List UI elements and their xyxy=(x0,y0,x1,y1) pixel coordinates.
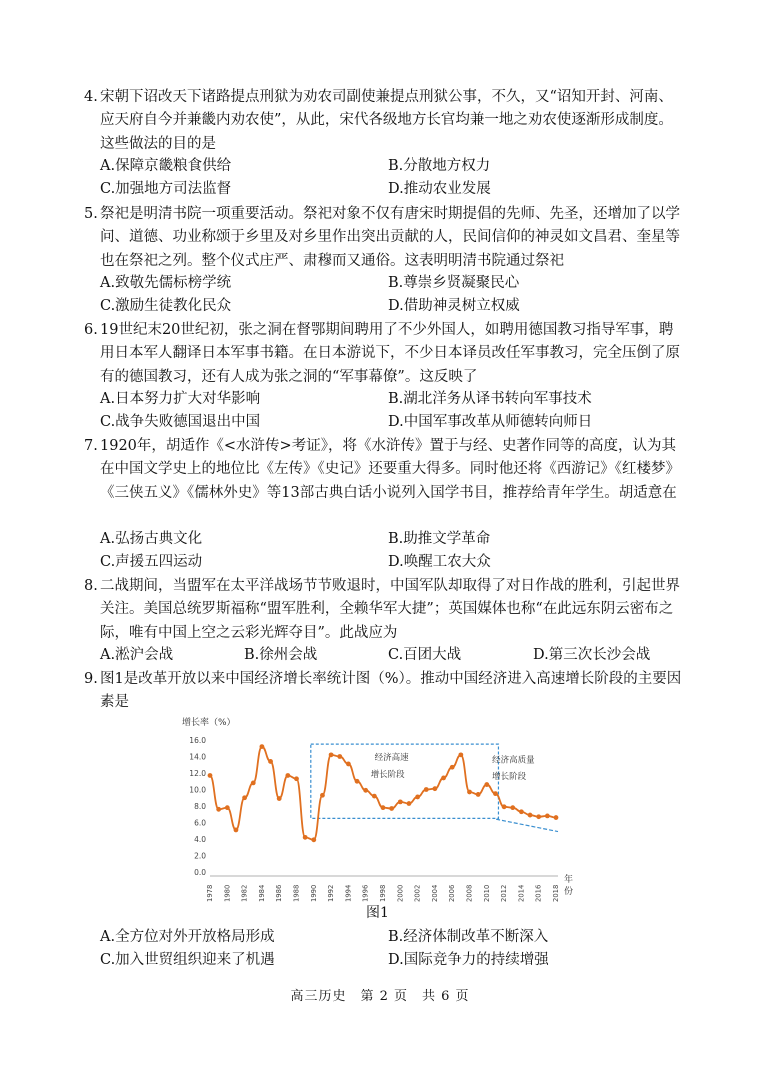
option-a: A.日本努力扩大对华影响 xyxy=(100,391,261,407)
question-stem: 祭祀是明清书院一项重要活动。祭祀对象不仅有唐宋时期提倡的先师、先圣，还增加了以学问、道德、功业称颂于乡里及对乡里作出突出贡献的人，民间信仰的神灵如文昌君、奎星等也在祭祀之列。整个仪式庄严、肃穆而又通俗。这表明明清书院通过祭祀 xyxy=(100,206,680,269)
question-stem: 宋朝下诏改天下诸路提点刑狱为劝农司副使兼提点刑狱公事，不久，又“诏知开封、河南、应天府自今并兼畿内劝农使”，从此，宋代各级地方长官均兼一地之劝农使逐渐形成制度。这些做法的目的是 xyxy=(100,89,673,152)
x-tick-label: 1994 xyxy=(344,884,353,902)
data-point xyxy=(277,796,282,801)
option-b: B.助推文学革命 xyxy=(388,531,491,547)
x-tick-label: 1992 xyxy=(327,884,336,902)
question-number: 7. xyxy=(84,438,98,454)
data-point xyxy=(545,814,550,819)
data-point xyxy=(554,815,559,820)
data-point xyxy=(208,773,213,778)
x-tick-label: 2000 xyxy=(396,884,405,902)
option-b: B.徐州会战 xyxy=(244,647,318,663)
figure-caption: 图1 xyxy=(366,905,389,921)
y-tick-label: 12.0 xyxy=(189,769,206,778)
option-b: B.湖北洋务从译书转向军事技术 xyxy=(388,391,592,407)
page-footer: 高三历史 第 2 页 共 6 页 xyxy=(290,989,470,1004)
x-tick-label: 2006 xyxy=(448,884,457,902)
option-a: A.弘扬古典文化 xyxy=(100,531,203,547)
data-point xyxy=(329,752,334,757)
data-point xyxy=(493,791,498,796)
option-d: D.借助神灵树立权威 xyxy=(388,298,520,314)
question-number: 5. xyxy=(84,206,98,222)
growth-rate-chart xyxy=(182,712,574,902)
x-tick-label: 2002 xyxy=(413,884,422,902)
x-tick-label: 1980 xyxy=(223,884,232,902)
x-tick-label: 2016 xyxy=(534,884,543,902)
data-point xyxy=(225,805,230,810)
data-point xyxy=(337,754,342,759)
option-d: D.国际竞争力的持续增强 xyxy=(388,952,549,968)
x-tick-label: 1988 xyxy=(292,884,301,902)
data-point xyxy=(216,807,221,812)
question-stem: 图1是改革开放以来中国经济增长率统计图（%）。推动中国经济进入高速增长阶段的主要因素是 xyxy=(100,671,682,711)
annotation-label-high-speed: 经济高速 xyxy=(374,752,409,763)
data-point xyxy=(415,795,420,800)
option-b: B.经济体制改革不断深入 xyxy=(388,929,549,945)
option-a: A.致敬先儒标榜学统 xyxy=(100,275,232,291)
data-point xyxy=(285,773,290,778)
x-axis-label-part: 年 xyxy=(564,875,574,885)
data-point xyxy=(458,752,463,757)
option-d: D.唤醒工农大众 xyxy=(388,554,491,570)
question-stem: 19世纪末20世纪初，张之洞在督鄂期间聘用了不少外国人，如聘用德国教习指导军事，聘用日本军人翻译日本军事书籍。在日本游说下，不少日本译员改任军事教习，完全压倒了原有的德国教习，还有人成为张之洞的“军事幕僚”。这反映了 xyxy=(100,322,680,385)
option-c: C.战争失败德国退出中国 xyxy=(100,414,261,430)
question-number: 8. xyxy=(84,578,98,594)
data-point xyxy=(536,814,541,819)
x-tick-label: 1984 xyxy=(257,884,266,902)
data-point xyxy=(510,805,515,810)
data-point xyxy=(528,813,533,818)
data-point xyxy=(320,793,325,798)
x-tick-label: 1998 xyxy=(379,884,387,902)
y-tick-label: 8.0 xyxy=(194,802,206,811)
data-point xyxy=(484,782,489,787)
option-a: A.保障京畿粮食供给 xyxy=(100,158,232,174)
x-tick-label: 1990 xyxy=(309,884,318,902)
data-point xyxy=(381,805,386,810)
annotation-trend-line xyxy=(496,819,558,831)
y-tick-label: 6.0 xyxy=(194,818,206,828)
option-c: C.百团大战 xyxy=(388,647,462,663)
annotation-label-high-quality: 增长阶段 xyxy=(492,771,527,782)
question-8 xyxy=(84,575,684,645)
option-d: D.中国军事改革从师德转向师日 xyxy=(388,414,593,430)
data-point xyxy=(450,765,455,770)
question-7 xyxy=(84,435,684,505)
y-tick-label: 16.0 xyxy=(189,736,206,745)
option-a: A.淞沪会战 xyxy=(100,647,174,663)
y-axis-label: 增长率（%） xyxy=(182,718,236,728)
question-stem: 1920年，胡适作《<水浒传>考证》，将《水浒传》置于与经、史著作同等的高度，认为其在中国文学史上的地位比《左传》《史记》还要重大得多。同时他还将《西游记》《红楼梦》《三侠五义》《儒林外史》等13部古典白话小说列入国学书目，推荐给青年学生。胡适意在 xyxy=(100,438,680,501)
x-tick-label: 1996 xyxy=(361,884,370,902)
data-point xyxy=(372,794,377,799)
question-9 xyxy=(84,668,684,715)
data-point xyxy=(242,795,247,800)
x-tick-label: 1978 xyxy=(206,884,214,902)
data-point xyxy=(346,762,351,767)
data-point xyxy=(251,781,256,786)
option-d: D.第三次长沙会战 xyxy=(533,647,651,663)
option-b: B.尊崇乡贤凝聚民心 xyxy=(388,275,520,291)
data-point xyxy=(311,837,316,842)
data-point xyxy=(303,835,308,840)
question-4 xyxy=(84,86,684,156)
annotation-label-high-quality: 经济高质量 xyxy=(492,755,535,766)
option-c: C.加强地方司法监督 xyxy=(100,181,232,197)
y-tick-label: 14.0 xyxy=(189,752,206,762)
annotation-label-high-speed: 增长阶段 xyxy=(370,770,405,781)
x-tick-label: 2010 xyxy=(482,884,491,902)
option-c: C.声援五四运动 xyxy=(100,554,203,570)
y-tick-label: 4.0 xyxy=(194,835,206,844)
data-point xyxy=(519,809,524,814)
x-tick-label: 2004 xyxy=(430,884,439,902)
question-number: 4. xyxy=(84,89,98,105)
data-point xyxy=(294,776,299,781)
data-point xyxy=(398,799,403,804)
option-d: D.推动农业发展 xyxy=(388,181,491,197)
x-tick-label: 2008 xyxy=(465,884,474,902)
data-point xyxy=(268,759,273,764)
x-tick-label: 2014 xyxy=(517,884,526,902)
question-stem: 二战期间，当盟军在太平洋战场节节败退时，中国军队却取得了对日作战的胜利，引起世界关注。美国总统罗斯福称“盟军胜利，全赖华军大捷”；英国媒体也称“在此远东阴云密布之际，唯有中国上空之云彩光辉夺目”。此战应为 xyxy=(100,578,680,641)
data-point xyxy=(355,779,360,784)
data-point xyxy=(467,790,472,795)
data-point xyxy=(260,744,265,749)
data-point xyxy=(424,787,429,792)
x-tick-label: 2012 xyxy=(500,884,509,902)
question-5 xyxy=(84,203,684,273)
option-a: A.全方位对外开放格局形成 xyxy=(100,929,275,945)
x-axis-label-part: 份 xyxy=(564,887,574,897)
data-point xyxy=(389,806,394,811)
option-c: C.加入世贸组织迎来了机遇 xyxy=(100,952,275,968)
option-c: C.激励生徒教化民众 xyxy=(100,298,232,314)
data-point xyxy=(407,801,412,806)
x-tick-label: 2018 xyxy=(552,884,560,902)
data-point xyxy=(476,792,481,797)
question-number: 9. xyxy=(84,671,98,687)
data-point xyxy=(433,786,438,791)
x-tick-label: 1986 xyxy=(275,884,284,902)
question-number: 6. xyxy=(84,322,98,338)
data-point xyxy=(441,776,446,781)
x-tick-label: 1982 xyxy=(240,884,249,902)
y-tick-label: 10.0 xyxy=(189,785,206,795)
data-point xyxy=(502,804,507,809)
y-tick-label: 2.0 xyxy=(194,851,206,861)
data-point xyxy=(234,828,239,833)
option-b: B.分散地方权力 xyxy=(388,158,491,174)
y-tick-label: 0.0 xyxy=(194,868,206,877)
question-6 xyxy=(84,319,684,389)
data-point xyxy=(363,788,368,793)
